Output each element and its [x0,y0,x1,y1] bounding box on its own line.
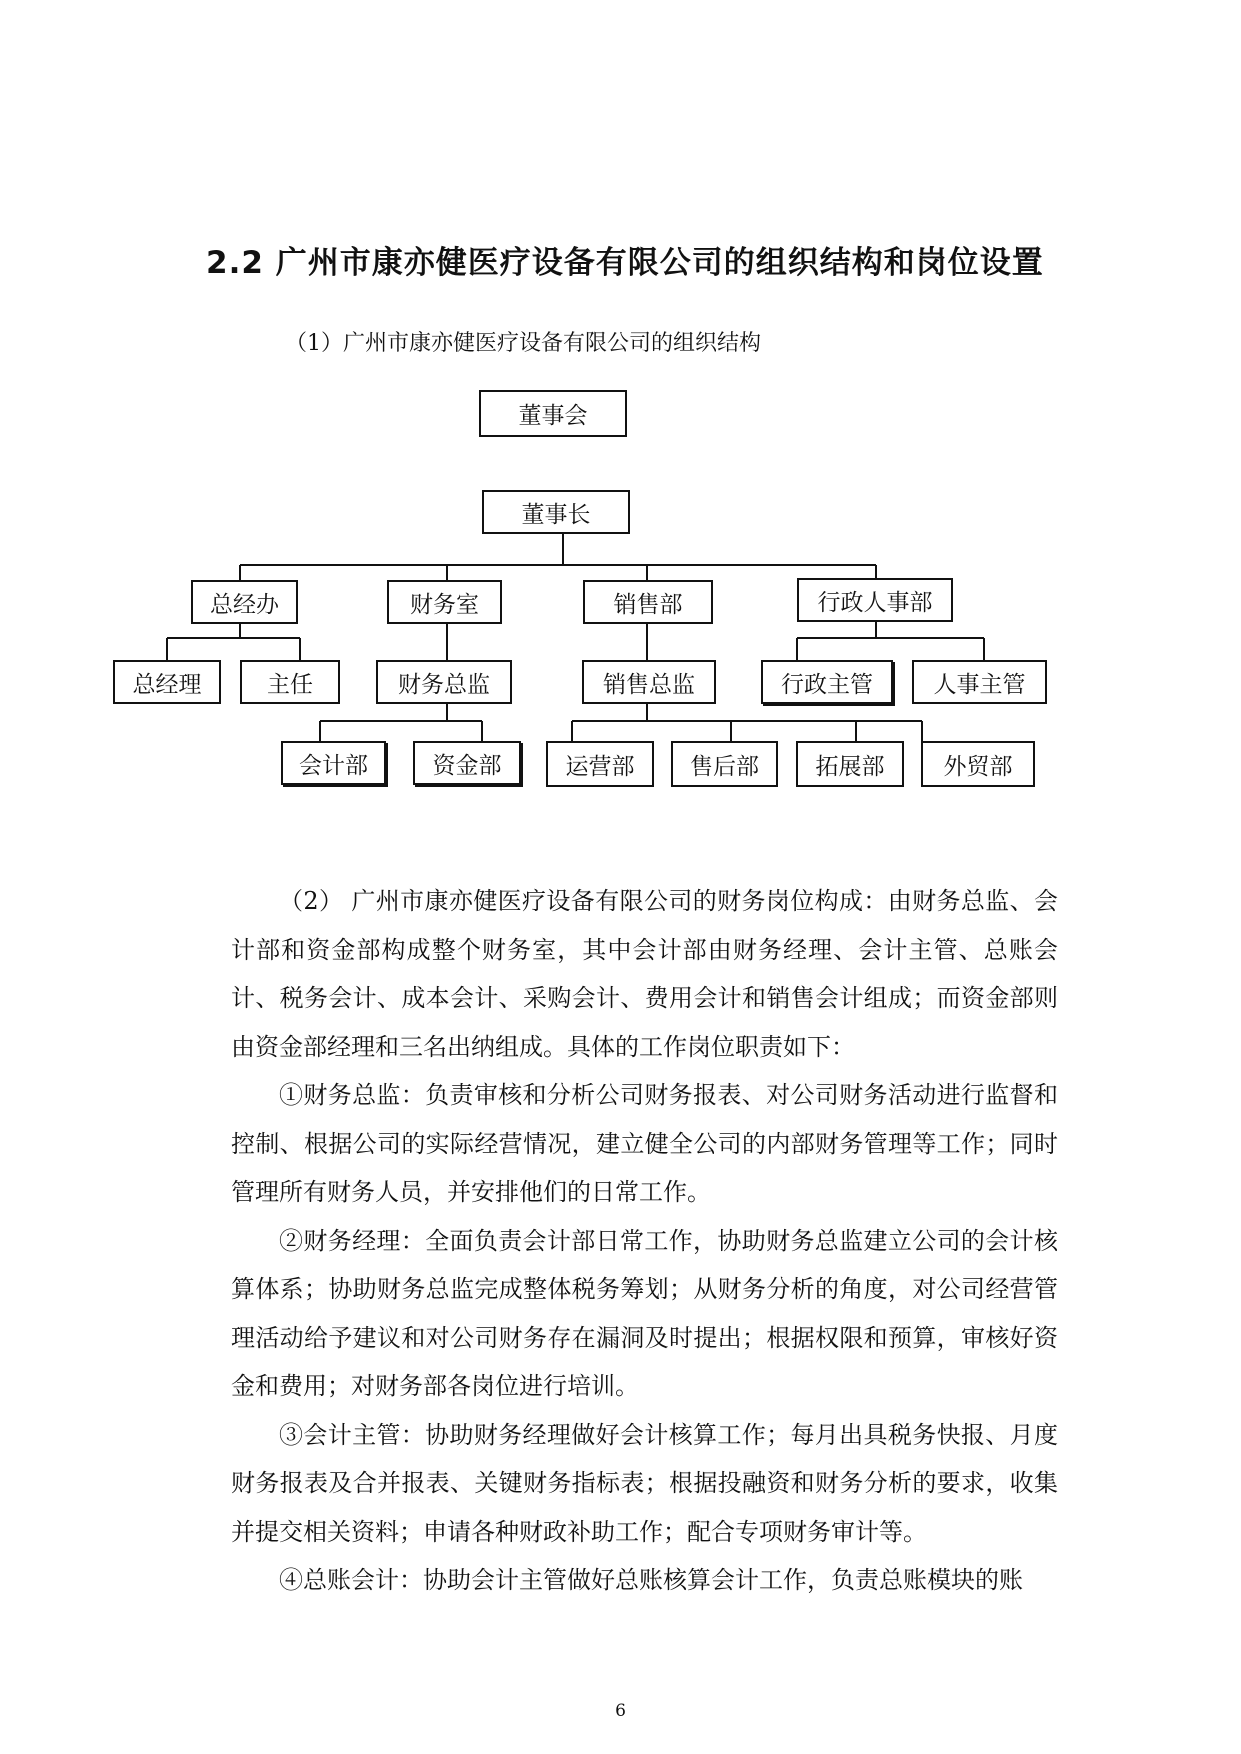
org-box-hr-supervisor: 人事主管 [912,660,1047,704]
org-box-finance-director: 财务总监 [376,660,512,704]
org-box-general-manager: 总经理 [113,660,221,704]
paragraph-finance-manager: ②财务经理：全面负责会计部日常工作，协助财务总监建立公司的会计核算体系；协助财务总监完成整体税务筹划；从财务分析的角度，对公司经营管理活动给予建议和对公司财务存在漏洞及时提出；根据权限和预算，审核好资金和费用；对财务部各岗位进行培训。 [231,1226,1058,1400]
org-chart-connectors [0,0,1241,820]
org-box-sales-director: 销售总监 [582,660,716,704]
org-box-admin-hr-dept: 行政人事部 [797,578,953,622]
page-number: 6 [615,1701,626,1721]
org-box-foreign-trade-dept: 外贸部 [921,741,1035,787]
org-box-director: 主任 [240,660,340,704]
org-box-finance-office: 财务室 [387,580,502,624]
paragraph-finance-director: ①财务总监：负责审核和分析公司财务报表、对公司财务活动进行监督和控制、根据公司的实际经营情况，建立健全公司的内部财务管理等工作；同时管理所有财务人员，并安排他们的日常工作。 [231,1081,1058,1206]
org-box-after-sales-dept: 售后部 [671,741,778,787]
org-box-sales-dept: 销售部 [583,580,713,624]
org-box-general-office: 总经办 [191,580,298,624]
org-box-accounting-dept: 会计部 [281,741,386,785]
org-box-fund-dept: 资金部 [413,741,521,785]
org-box-admin-supervisor: 行政主管 [761,660,893,704]
org-box-board: 董事会 [479,390,627,437]
paragraph-accounting-supervisor: ③会计主管：协助财务经理做好会计核算工作；每月出具税务快报、月度财务报表及合并报表、关键财务指标表；根据投融资和财务分析的要求，收集并提交相关资料；申请各种财政补助工作；配合专项财务审计等。 [231,1420,1058,1546]
paragraph-general-ledger-accountant: ④总账会计：协助会计主管做好总账核算会计工作，负责总账模块的账 [279,1566,1023,1594]
subsection-title: （1）广州市康亦健医疗设备有限公司的组织结构 [285,331,761,356]
org-box-operations-dept: 运营部 [546,741,654,787]
org-box-expansion-dept: 拓展部 [796,741,904,787]
body-text [231,877,1058,1605]
org-box-chairman: 董事长 [482,490,630,534]
org-chart [0,0,1241,820]
paragraph-finance-structure: （2） 广州市康亦健医疗设备有限公司的财务岗位构成：由财务总监、会计部和资金部构成整个财务室，其中会计部由财务经理、会计主管、总账会计、税务会计、成本会计、采购会计、费用会计和销售会计组成；而资金部则由资金部经理和三名出纳组成。具体的工作岗位职责如下： [231,887,1058,1061]
section-heading: 2.2 广州市康亦健医疗设备有限公司的组织结构和岗位设置 [206,245,1044,281]
